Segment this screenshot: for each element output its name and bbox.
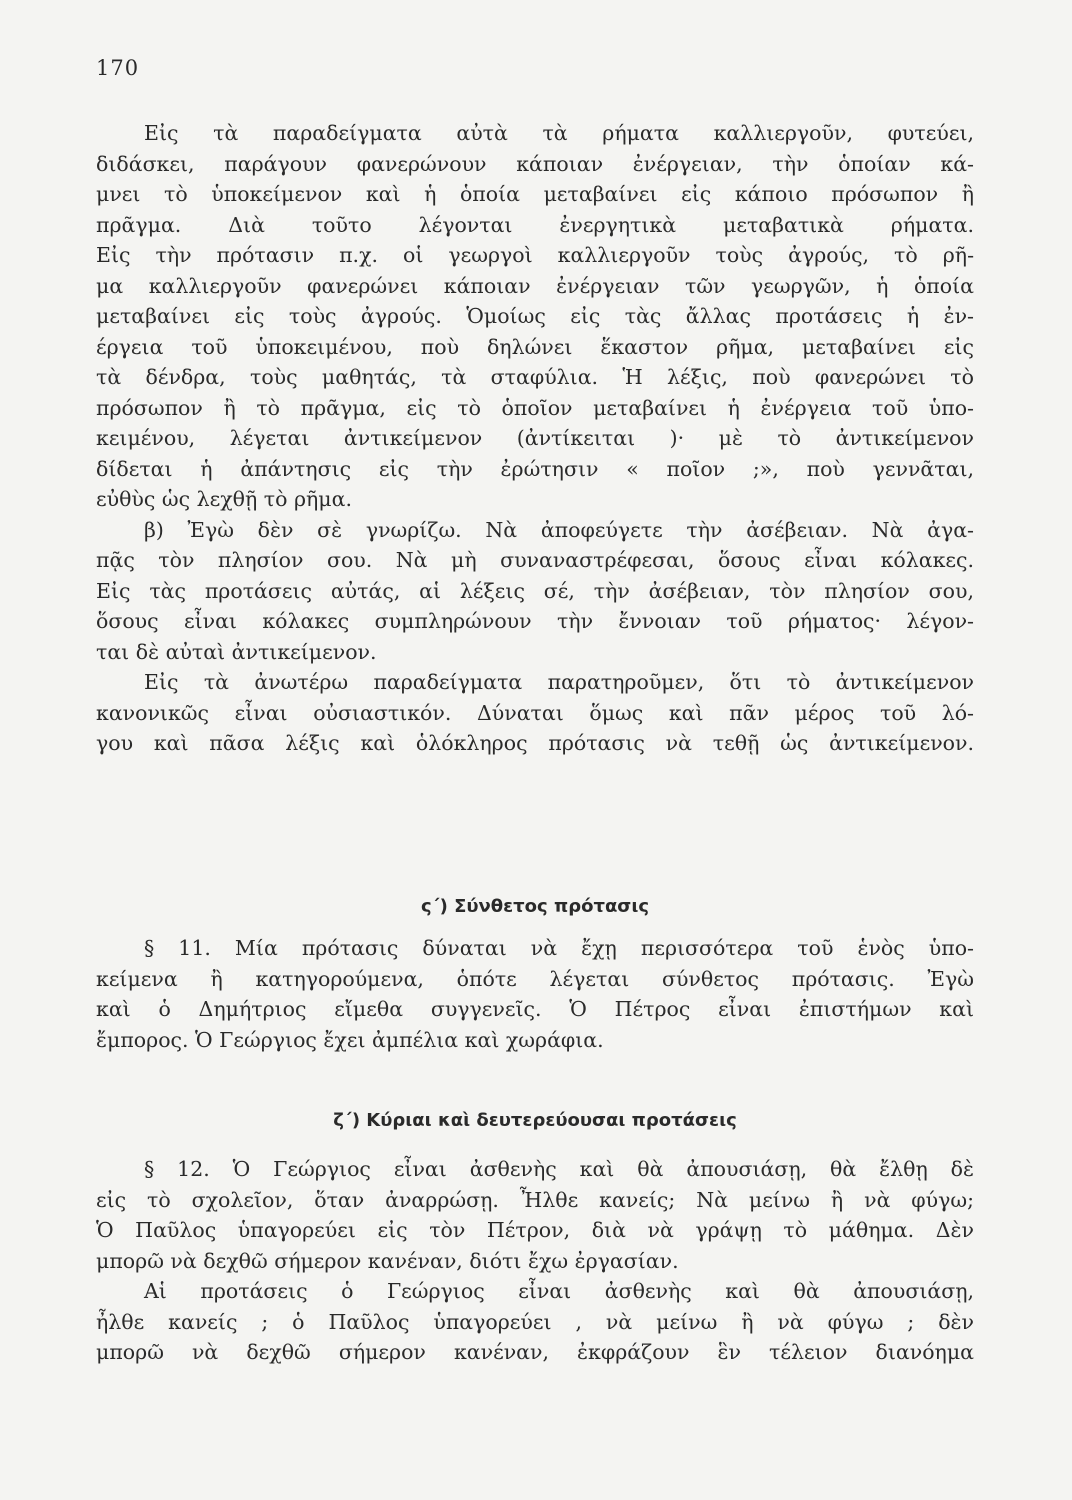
section-heading-compound-sentence: ς΄) Σύνθετος πρότασις	[420, 896, 650, 917]
text-line: Εἰς τὰ παραδείγματα αὐτὰ τὰ ρήματα καλλιεργοῦν, φυτεύει,	[144, 121, 974, 145]
body-text-upper	[96, 118, 974, 759]
text-line: κανονικῶς εἶναι οὐσιαστικόν. Δύναται ὅμως καὶ πᾶν μέρος τοῦ λό-	[96, 700, 974, 725]
text-line: διδάσκει, παράγουν φανερώνουν κάποιαν ἐνέργειαν, τὴν ὁποίαν κά-	[96, 151, 974, 176]
text-line: Εἰς τὴν πρότασιν π.χ. οἱ γεωργοὶ καλλιεργοῦν τοὺς ἀγρούς, τὸ ρῆ-	[96, 243, 974, 267]
page-number: 170	[96, 56, 140, 80]
paragraph-examples-b	[96, 515, 974, 668]
text-line: κείμενα ἢ κατηγορούμενα, ὁπότε λέγεται σύνθετος πρότασις. Ἐγὼ	[96, 966, 974, 991]
text-line: τὰ δένδρα, τοὺς μαθητάς, τὰ σταφύλια. Ἡ λέξις, ποὺ φανερώνει τὸ	[96, 365, 974, 389]
text-line: Αἱ προτάσεις ὁ Γεώργιος εἶναι ἀσθενὴς καὶ θὰ ἀπουσιάσῃ,	[144, 1279, 974, 1303]
text-line: εὐθὺς ὡς λεχθῇ τὸ ρῆμα.	[96, 487, 352, 511]
text-line: ἔμπορος. Ὁ Γεώργιος ἔχει ἀμπέλια καὶ χωράφια.	[96, 1027, 604, 1052]
paragraph-transitive-verbs	[96, 118, 974, 515]
text-line: § 12. Ὁ Γεώργιος εἶναι ἀσθενὴς καὶ θὰ ἀπουσιάσῃ, θὰ ἔλθῃ δὲ	[144, 1157, 974, 1181]
section-heading-main-subordinate: ζ΄) Κύριαι καὶ δευτερεύουσαι προτάσεις	[333, 1110, 737, 1131]
text-line: μπορῶ νὰ δεχθῶ σήμερον κανέναν, ἐκφράζουν ἓν τέλειον διανόημα	[96, 1340, 974, 1364]
text-line: ται δὲ αὐταὶ ἀντικείμενον.	[96, 639, 377, 664]
section-11	[96, 933, 974, 1055]
text-line: κειμένου, λέγεται ἀντικείμενον (ἀντίκειται )· μὲ τὸ ἀντικείμενον	[96, 426, 974, 450]
text-line: ὅσους εἶναι κόλακες συμπληρώνουν τὴν ἔννοιαν τοῦ ρήματος· λέγον-	[96, 609, 974, 633]
text-line: § 11. Μία πρότασις δύναται νὰ ἔχῃ περισσότερα τοῦ ἑνὸς ὑπο-	[144, 936, 974, 960]
text-line: Ὁ Παῦλος ὑπαγορεύει εἰς τὸν Πέτρον, διὰ νὰ γράψῃ τὸ μάθημα. Δὲν	[96, 1218, 974, 1242]
text-line: Εἰς τὰς προτάσεις αὐτάς, αἱ λέξεις σέ, τὴν ἀσέβειαν, τὸν πλησίον σου,	[96, 578, 974, 603]
text-line: μνει τὸ ὑποκείμενον καὶ ἡ ὁποία μεταβαίνει εἰς κάποιο πρόσωπον ἢ	[96, 182, 974, 206]
text-line: πρᾶγμα. Διὰ τοῦτο λέγονται ἐνεργητικὰ μεταβατικὰ ρήματα.	[96, 212, 974, 237]
text-line: γου καὶ πᾶσα λέξις καὶ ὁλόκληρος πρότασις νὰ τεθῇ ὡς ἀντικείμενον.	[96, 731, 974, 755]
text-line: καὶ ὁ Δημήτριος εἴμεθα συγγενεῖς. Ὁ Πέτρος εἶναι ἐπιστήμων καὶ	[96, 997, 974, 1021]
text-line: Εἰς τὰ ἀνωτέρω παραδείγματα παρατηροῦμεν, ὅτι τὸ ἀντικείμενον	[144, 670, 974, 694]
text-line: έργεια τοῦ ὑποκειμένου, ποὺ δηλώνει ἕκαστον ρῆμα, μεταβαίνει εἰς	[96, 334, 974, 359]
text-line: δίδεται ἡ ἀπάντησις εἰς τὴν ἐρώτησιν « ποῖον ;», ποὺ γεννᾶται,	[96, 456, 974, 481]
paragraph-final	[96, 1276, 974, 1368]
text-line: μπορῶ νὰ δεχθῶ σήμερον κανέναν, διότι ἔχω ἐργασίαν.	[96, 1248, 679, 1273]
text-line: πᾷς τὸν πλησίον σου. Νὰ μὴ συναναστρέφεσαι, ὅσους εἶναι κόλακες.	[96, 548, 974, 572]
section-12	[96, 1154, 974, 1368]
text-line: ἦλθε κανείς ; ὁ Παῦλος ὑπαγορεύει , νὰ μείνω ἢ νὰ φύγω ; δὲν	[96, 1309, 974, 1334]
text-line: β) Ἐγὼ δὲν σὲ γνωρίζω. Νὰ ἀποφεύγετε τὴν ἀσέβειαν. Νὰ ἀγα-	[144, 517, 974, 542]
text-line: πρόσωπον ἢ τὸ πρᾶγμα, εἰς τὸ ὁποῖον μεταβαίνει ἡ ἐνέργεια τοῦ ὑπο-	[96, 395, 974, 420]
text-line: μα καλλιεργοῦν φανερώνει κάποιαν ἐνέργειαν τῶν γεωργῶν, ἡ ὁποία	[96, 273, 974, 298]
text-line: εἰς τὸ σχολεῖον, ὅταν ἀναρρώσῃ. Ἦλθε κανείς; Νὰ μείνω ἢ νὰ φύγω;	[96, 1187, 974, 1212]
paragraph-object-observation	[96, 667, 974, 759]
text-line: μεταβαίνει εἰς τοὺς ἀγρούς. Ὁμοίως εἰς τὰς ἄλλας προτάσεις ἡ ἐν-	[96, 304, 974, 328]
